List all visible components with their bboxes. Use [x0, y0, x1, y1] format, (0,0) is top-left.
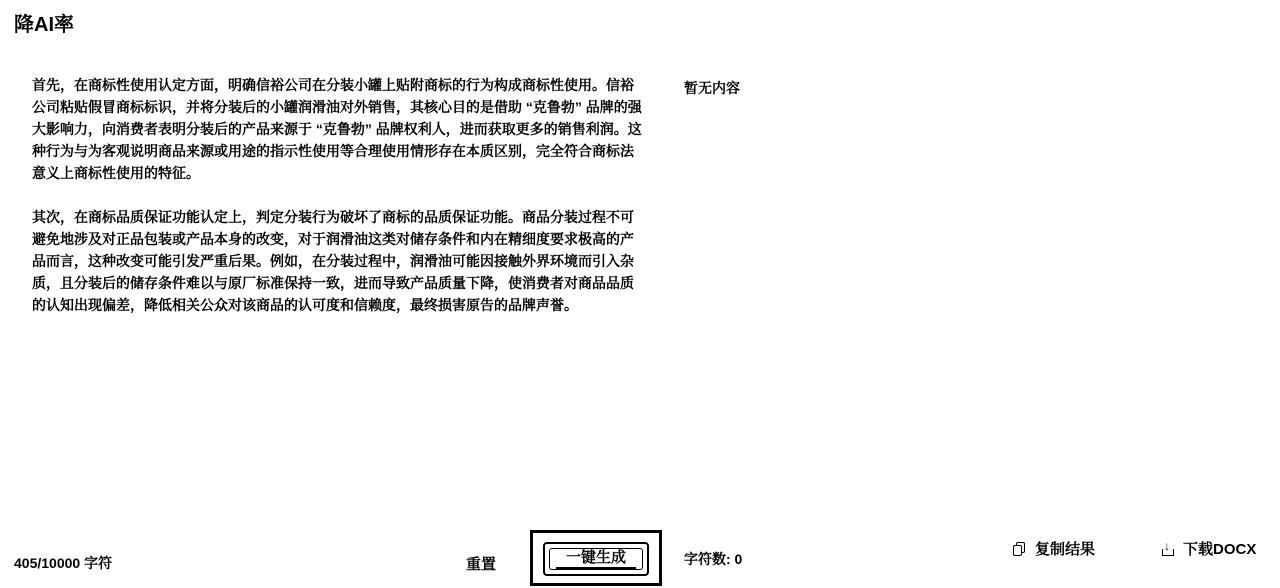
generate-button[interactable] — [543, 542, 649, 576]
copy-result-button[interactable] — [1013, 538, 1095, 559]
result-char-count: 字符数: 0 — [684, 551, 743, 567]
output-empty-text: 暂无内容 — [684, 80, 740, 96]
generate-button-highlight — [530, 530, 662, 586]
download-docx-label: 下载DOCX — [1183, 541, 1257, 558]
input-char-count: 405/10000 字符 — [14, 555, 113, 571]
input-paragraph-2: 其次，在商标品质保证功能认定上，判定分装行为破坏了商标的品质保证功能。商品分装过程不可避免地涉及对正品包装或产品本身的改变，对于润滑油这类对储存条件和内在精细度要求极高的产品而言，这种改变可能引发严重后果。例如，在分装过程中，润滑油可能因接触外界环境而引入杂质，且分装后的储存条件难以与原厂标准保持一致，进而导致产品质量下降，使消费者对商品品质的认知出现偏差，降低相关公众对该商品的认可度和信赖度，最终损害原告的品牌声誉。 — [32, 209, 634, 313]
copy-result-label: 复制结果 — [1035, 541, 1096, 558]
generate-button-label: 一键生成 — [556, 549, 636, 570]
copy-icon — [1013, 542, 1027, 556]
download-docx-button[interactable] — [1161, 538, 1256, 559]
input-paragraph-1: 首先，在商标性使用认定方面，明确信裕公司在分装小罐上贴附商标的行为构成商标性使用。信裕公司粘贴假冒商标标识，并将分装后的小罐润滑油对外销售，其核心目的是借助 “克鲁勃” 品牌的强大影响力，向消费者表明分装后的产品来源于 “克鲁勃” 品牌权利人，进而获取更多的销售利润。这种行为与为客观说明商品来源或用途的指示性使用等合理使用情形存在本质区别，完全符合商标法意义上商标性使用的特征。 — [32, 77, 642, 181]
download-icon — [1161, 542, 1175, 556]
reset-button[interactable]: 重置 — [466, 553, 496, 574]
page-title: 降AI率 — [14, 14, 74, 36]
input-text-area[interactable] — [32, 74, 642, 338]
